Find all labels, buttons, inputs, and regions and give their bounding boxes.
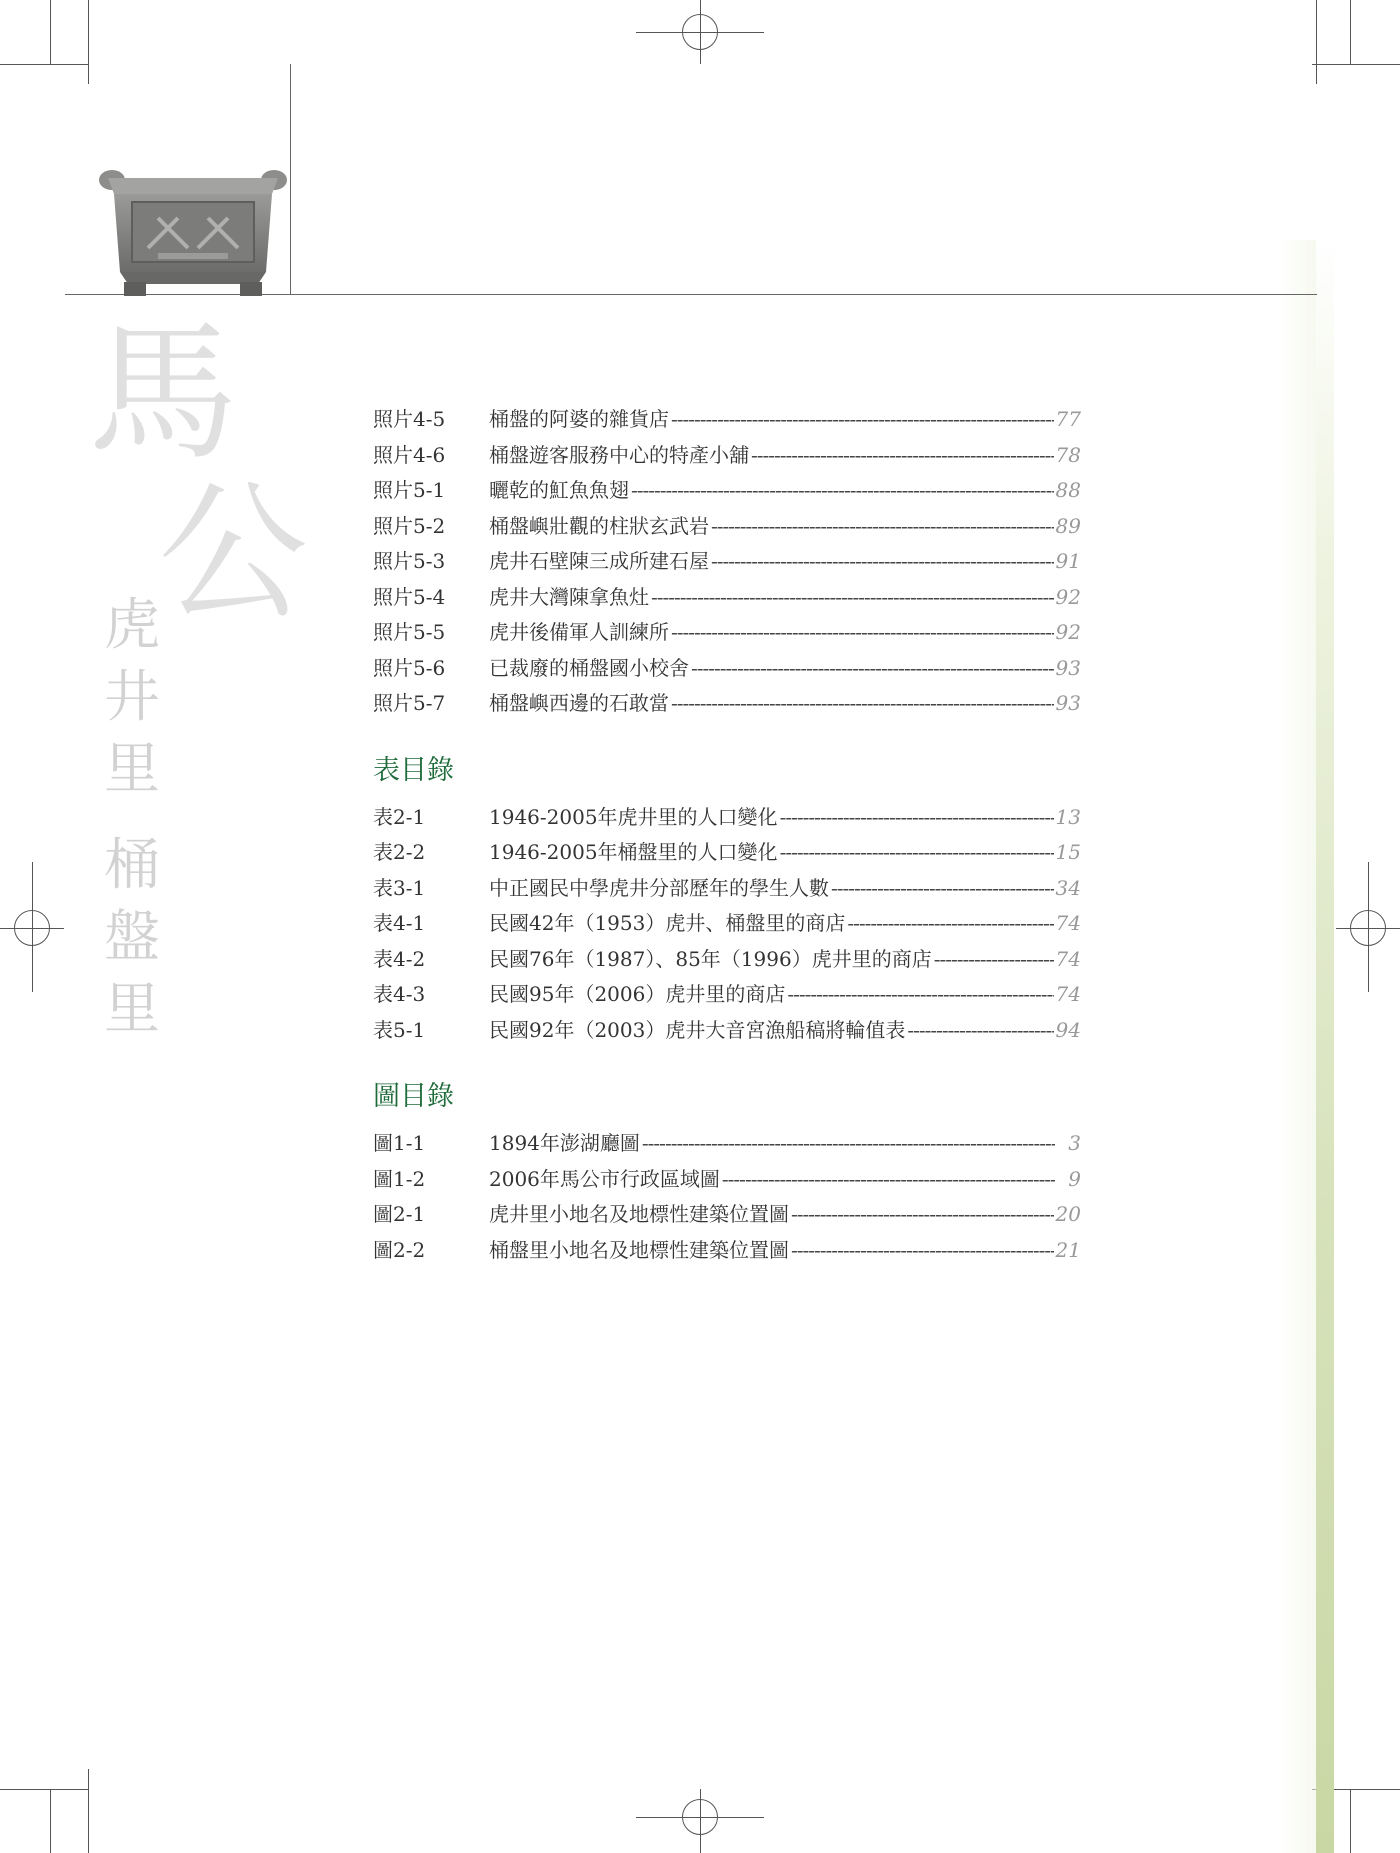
subtitle-char: 井 <box>104 665 160 730</box>
entry-code: 表3-1 <box>373 875 426 900</box>
crop-mark <box>0 64 88 65</box>
toc-entry[interactable] <box>373 473 1081 509</box>
entry-page: 9 <box>1068 1166 1081 1191</box>
leader-dots <box>907 1013 1053 1049</box>
subtitle-char: 里 <box>104 977 160 1042</box>
entry-page: 3 <box>1068 1131 1081 1155</box>
entry-page: 15 <box>1055 840 1081 864</box>
crop-mark <box>1350 1789 1351 1853</box>
toc-entry[interactable] <box>373 1013 1081 1049</box>
entry-title: 民國92年（2003）虎井大音宮漁船稿將輪值表 <box>489 1017 906 1042</box>
tables-heading: 表目錄 <box>373 754 454 786</box>
leader-dots <box>711 544 1054 580</box>
crop-mark <box>1312 64 1400 65</box>
header-vertical-rule <box>290 64 291 294</box>
entry-page: 74 <box>1055 946 1081 971</box>
leader-dots <box>791 1197 1054 1233</box>
photo-list <box>373 402 1081 722</box>
entry-code: 圖2-1 <box>373 1202 426 1226</box>
entry-page: 94 <box>1055 1017 1081 1042</box>
entry-title: 已裁廢的桶盤國小校舍 <box>489 655 689 680</box>
toc-entry[interactable] <box>373 580 1081 616</box>
entry-code: 照片5-6 <box>373 655 446 680</box>
entry-code: 照片5-1 <box>373 478 446 502</box>
entry-title: 1894年澎湖廳圖 <box>489 1131 640 1155</box>
entry-code: 照片5-2 <box>373 513 446 538</box>
toc-entry[interactable] <box>373 1197 1081 1233</box>
toc-entry[interactable] <box>373 651 1081 687</box>
toc-entry[interactable] <box>373 509 1081 545</box>
toc-entry[interactable] <box>373 800 1081 836</box>
leader-dots <box>631 473 1054 509</box>
leader-dots <box>787 977 1053 1013</box>
toc-entry[interactable] <box>373 977 1081 1013</box>
entry-code: 照片5-4 <box>373 584 446 609</box>
toc-entry[interactable] <box>373 1162 1081 1198</box>
entry-code: 照片5-3 <box>373 549 446 573</box>
leader-dots <box>780 800 1054 836</box>
leader-dots <box>642 1126 1055 1162</box>
entry-code: 照片5-7 <box>373 691 446 715</box>
leader-dots <box>711 509 1054 545</box>
calligraphy-title <box>88 295 328 625</box>
crop-mark <box>700 0 701 64</box>
entry-title: 1946-2005年桶盤里的人口變化 <box>489 840 778 864</box>
entry-page: 13 <box>1055 804 1081 829</box>
toc-entry[interactable] <box>373 1233 1081 1269</box>
subtitle-char: 里 <box>104 737 160 802</box>
toc-entry[interactable] <box>373 906 1081 942</box>
figure-list <box>373 1126 1081 1268</box>
figures-heading: 圖目錄 <box>373 1081 454 1112</box>
crop-mark <box>88 0 89 84</box>
leader-dots <box>651 580 1054 616</box>
entry-title: 虎井大灣陳拿魚灶 <box>489 584 649 609</box>
leader-dots <box>671 686 1054 722</box>
leader-dots <box>847 906 1053 942</box>
entry-title: 虎井石壁陳三成所建石屋 <box>489 549 709 573</box>
entry-page: 21 <box>1055 1237 1081 1262</box>
crop-mark <box>50 1789 51 1853</box>
toc-entry[interactable] <box>373 615 1081 651</box>
entry-code: 照片5-5 <box>373 620 446 644</box>
entry-title: 桶盤的阿婆的雜貨店 <box>489 407 669 431</box>
table-list <box>373 800 1081 1049</box>
leader-dots <box>691 651 1054 687</box>
entry-title: 桶盤里小地名及地標性建築位置圖 <box>489 1237 789 1262</box>
svg-text:馬: 馬 <box>88 307 239 481</box>
entry-title: 桶盤嶼壯觀的柱狀玄武岩 <box>489 513 709 538</box>
leader-dots <box>934 942 1054 978</box>
crop-mark <box>1350 0 1351 64</box>
crop-mark <box>1316 0 1317 84</box>
entry-page: 88 <box>1055 478 1081 502</box>
leader-dots <box>671 615 1054 651</box>
side-color-bar <box>1316 240 1334 1853</box>
entry-title: 曬乾的魟魚魚翅 <box>489 478 629 502</box>
side-gradient <box>1280 240 1316 1853</box>
entry-code: 圖1-1 <box>373 1131 426 1155</box>
entry-page: 78 <box>1055 442 1081 467</box>
toc-entry[interactable] <box>373 544 1081 580</box>
entry-page: 20 <box>1055 1202 1081 1226</box>
entry-code: 表4-2 <box>373 946 426 971</box>
entry-title: 民國42年（1953）虎井、桶盤里的商店 <box>489 911 846 935</box>
crop-mark <box>32 862 33 992</box>
entry-code: 表4-1 <box>373 911 426 935</box>
leader-dots <box>671 402 1054 438</box>
entry-code: 表2-1 <box>373 804 426 829</box>
entry-page: 89 <box>1055 513 1081 538</box>
entry-title: 桶盤嶼西邊的石敢當 <box>489 691 669 715</box>
toc-entry[interactable] <box>373 402 1081 438</box>
entry-code: 圖2-2 <box>373 1237 426 1262</box>
toc-list <box>373 402 1081 1268</box>
entry-code: 照片4-5 <box>373 407 446 431</box>
entry-page: 34 <box>1055 875 1081 900</box>
entry-code: 照片4-6 <box>373 442 446 467</box>
entry-code: 表5-1 <box>373 1017 426 1042</box>
entry-title: 虎井里小地名及地標性建築位置圖 <box>489 1202 789 1226</box>
vertical-subtitle <box>104 590 184 1046</box>
leader-dots <box>780 835 1054 871</box>
entry-title: 民國95年（2006）虎井里的商店 <box>489 982 786 1006</box>
entry-title: 1946-2005年虎井里的人口變化 <box>489 804 778 829</box>
entry-page: 74 <box>1055 982 1081 1006</box>
entry-code: 表2-2 <box>373 840 426 864</box>
svg-text:公: 公 <box>158 467 309 625</box>
toc-entry[interactable] <box>373 942 1081 978</box>
entry-page: 92 <box>1055 584 1081 609</box>
subtitle-char: 盤 <box>104 905 160 970</box>
entry-title: 桶盤遊客服務中心的特產小舖 <box>489 442 749 467</box>
entry-title: 民國76年（1987）、85年（1996）虎井里的商店 <box>489 946 932 971</box>
entry-page: 74 <box>1055 911 1081 935</box>
toc-entry[interactable] <box>373 686 1081 722</box>
crop-mark <box>700 1789 701 1853</box>
leader-dots <box>722 1162 1055 1198</box>
crop-mark <box>50 0 51 64</box>
entry-title: 虎井後備軍人訓練所 <box>489 620 669 644</box>
toc-entry[interactable] <box>373 871 1081 907</box>
entry-page: 93 <box>1055 691 1081 715</box>
entry-code: 圖1-2 <box>373 1166 426 1191</box>
stone-basin-image <box>98 168 288 298</box>
toc-entry[interactable] <box>373 1126 1081 1162</box>
crop-mark <box>0 1789 88 1790</box>
toc-entry[interactable] <box>373 835 1081 871</box>
crop-mark <box>88 1769 89 1853</box>
entry-page: 91 <box>1055 549 1081 573</box>
entry-page: 92 <box>1055 620 1081 644</box>
entry-page: 93 <box>1055 655 1081 680</box>
entry-title: 2006年馬公市行政區域圖 <box>489 1166 720 1191</box>
entry-title: 中正國民中學虎井分部歷年的學生人數 <box>489 875 829 900</box>
entry-code: 表4-3 <box>373 982 426 1006</box>
subtitle-char: 桶 <box>104 833 160 898</box>
leader-dots <box>831 871 1054 907</box>
crop-mark <box>1368 862 1369 992</box>
leader-dots <box>791 1233 1054 1269</box>
entry-page: 77 <box>1055 407 1081 431</box>
subtitle-char: 虎 <box>104 593 160 658</box>
toc-entry[interactable] <box>373 438 1081 474</box>
leader-dots <box>751 438 1054 474</box>
